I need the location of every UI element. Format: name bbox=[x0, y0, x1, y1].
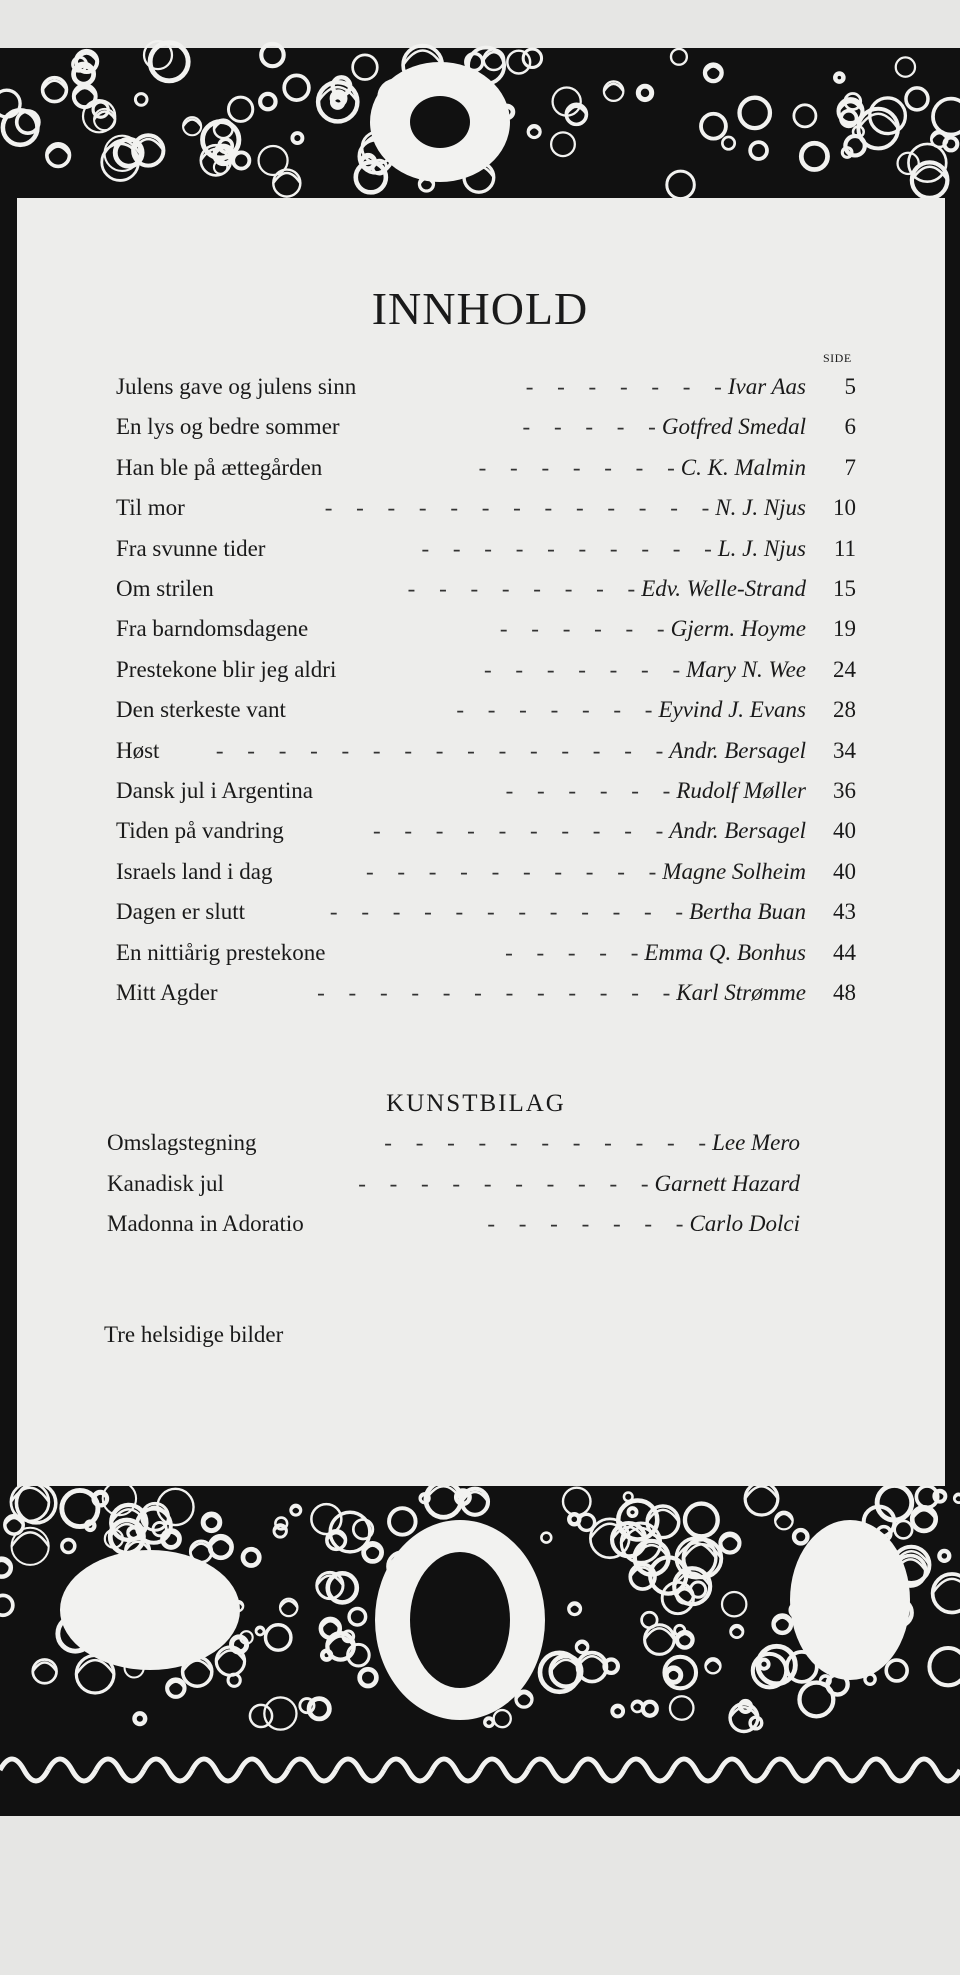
entry-author: Magne Solheim bbox=[662, 858, 806, 884]
entry-page: 5 bbox=[844, 374, 856, 399]
toc-entry bbox=[116, 374, 856, 408]
entry-leader: - - - - - - - - - - bbox=[372, 818, 664, 844]
entry-author: Bertha Buan bbox=[689, 899, 806, 925]
entry-leader: - - - - - - bbox=[499, 616, 665, 642]
entry-leader: - - - - - - - - - - bbox=[421, 535, 712, 561]
art-title: Omslagstegning bbox=[107, 1130, 257, 1155]
entry-title: Prestekone blir jeg aldri bbox=[116, 656, 337, 682]
ornament-shape bbox=[410, 1552, 510, 1688]
entry-title: Om strilen bbox=[116, 576, 214, 601]
entry-leader: - - - - - - - - bbox=[407, 576, 636, 601]
side-column-label: SIDE bbox=[823, 351, 852, 365]
toc-entry bbox=[116, 616, 856, 650]
art-entry bbox=[107, 1211, 800, 1245]
entry-page: 40 bbox=[833, 818, 856, 844]
entry-page: 19 bbox=[833, 616, 856, 642]
entry-author: Edv. Welle-Strand bbox=[641, 576, 806, 601]
art-author: Garnett Hazard bbox=[654, 1170, 800, 1196]
entry-title: Den sterkeste vant bbox=[116, 697, 286, 723]
entry-author: Mary N. Wee bbox=[686, 656, 806, 682]
art-leader: - - - - - - - bbox=[487, 1211, 684, 1236]
entry-title: Fra svunne tider bbox=[116, 535, 266, 561]
entry-author: Gjerm. Hoyme bbox=[670, 616, 806, 642]
entry-page: 44 bbox=[833, 939, 856, 965]
toc-entry bbox=[116, 980, 856, 1014]
entry-title: Dagen er slutt bbox=[116, 899, 246, 925]
entry-leader: - - - - - - - bbox=[484, 656, 681, 682]
ornament-shape bbox=[790, 1520, 910, 1680]
art-leader: - - - - - - - - - - bbox=[358, 1170, 649, 1196]
toc-entry bbox=[116, 738, 856, 772]
entry-leader: - - - - - - - - - - - - bbox=[317, 980, 671, 1005]
entry-author: Emma Q. Bonhus bbox=[644, 939, 806, 965]
entry-page: 15 bbox=[833, 576, 856, 601]
entry-author: Eyvind J. Evans bbox=[658, 697, 806, 723]
toc-entry bbox=[116, 657, 856, 691]
entry-page: 48 bbox=[833, 980, 856, 1005]
art-author: Carlo Dolci bbox=[689, 1211, 800, 1236]
entry-page: 7 bbox=[844, 454, 856, 480]
page-title: INNHOLD bbox=[371, 283, 589, 334]
entry-page: 11 bbox=[833, 535, 856, 561]
entry-page: 6 bbox=[844, 414, 856, 440]
art-author: Lee Mero bbox=[712, 1130, 800, 1155]
entry-title: En lys og bedre sommer bbox=[116, 414, 340, 440]
entry-author: Gotfred Smedal bbox=[661, 414, 806, 440]
entry-page: 36 bbox=[833, 778, 856, 803]
entry-page: 43 bbox=[833, 899, 856, 925]
ornament-shape bbox=[60, 1550, 240, 1670]
entry-leader: - - - - - - - - - - - - - - - bbox=[215, 737, 664, 763]
entry-author: N. J. Njus bbox=[715, 495, 806, 521]
entry-title: Julens gave og julens sinn bbox=[116, 374, 357, 399]
toc-entry bbox=[116, 778, 856, 812]
entry-leader: - - - - - - - - - - bbox=[365, 858, 657, 884]
toc-entry bbox=[116, 818, 856, 852]
entry-page: 24 bbox=[833, 656, 856, 682]
entry-title: Dansk jul i Argentina bbox=[116, 778, 313, 803]
entry-leader: - - - - - bbox=[522, 414, 656, 440]
toc-entry bbox=[116, 859, 856, 893]
toc-entry bbox=[116, 536, 856, 570]
toc-entry bbox=[116, 414, 856, 448]
ornament-shape bbox=[410, 96, 470, 148]
ornament-shape bbox=[944, 190, 960, 1490]
entry-leader: - - - - - - - bbox=[478, 454, 675, 480]
art-entry bbox=[107, 1171, 800, 1205]
entry-title: Mitt Agder bbox=[116, 980, 218, 1005]
toc-entry bbox=[116, 697, 856, 731]
entry-title: Han ble på ættegården bbox=[116, 454, 323, 480]
entry-author: Andr. Bersagel bbox=[669, 737, 806, 763]
entry-author: Rudolf Møller bbox=[676, 778, 806, 803]
toc-entry bbox=[116, 899, 856, 933]
entry-title: Tiden på vandring bbox=[116, 818, 284, 844]
toc-entry bbox=[116, 495, 856, 529]
entry-title: Fra barndomsdagene bbox=[116, 616, 309, 642]
art-title: Madonna in Adoratio bbox=[107, 1211, 304, 1236]
entry-page: 10 bbox=[833, 495, 856, 521]
entry-leader: - - - - - bbox=[505, 939, 639, 965]
entry-leader: - - - - - - - bbox=[525, 374, 722, 399]
entry-title: En nittiårig prestekone bbox=[116, 939, 326, 965]
entry-title: Israels land i dag bbox=[116, 858, 273, 884]
entry-leader: - - - - - - - bbox=[456, 697, 653, 723]
entry-leader: - - - - - - - - - - - - - bbox=[324, 495, 710, 521]
entry-author: L. J. Njus bbox=[717, 535, 806, 561]
toc-entry bbox=[116, 576, 856, 610]
toc-entry bbox=[116, 940, 856, 974]
entry-page: 40 bbox=[833, 858, 856, 884]
entry-page: 34 bbox=[833, 737, 856, 763]
extra-note: Tre helsidige bilder bbox=[104, 1322, 284, 1347]
entry-author: Andr. Bersagel bbox=[669, 818, 806, 844]
entry-author: C. K. Malmin bbox=[680, 454, 806, 480]
entry-author: Karl Strømme bbox=[676, 980, 806, 1005]
art-heading: KUNSTBILAG bbox=[386, 1090, 566, 1117]
art-entry bbox=[107, 1130, 800, 1164]
art-title: Kanadisk jul bbox=[107, 1170, 224, 1196]
entry-author: Ivar Aas bbox=[727, 374, 806, 399]
entry-leader: - - - - - - - - - - - - bbox=[329, 899, 684, 925]
entry-title: Høst bbox=[116, 737, 160, 763]
entry-title: Til mor bbox=[116, 495, 185, 521]
entry-page: 28 bbox=[833, 697, 856, 723]
entry-leader: - - - - - - bbox=[505, 778, 671, 803]
toc-entry bbox=[116, 455, 856, 489]
art-leader: - - - - - - - - - - - bbox=[384, 1130, 707, 1155]
